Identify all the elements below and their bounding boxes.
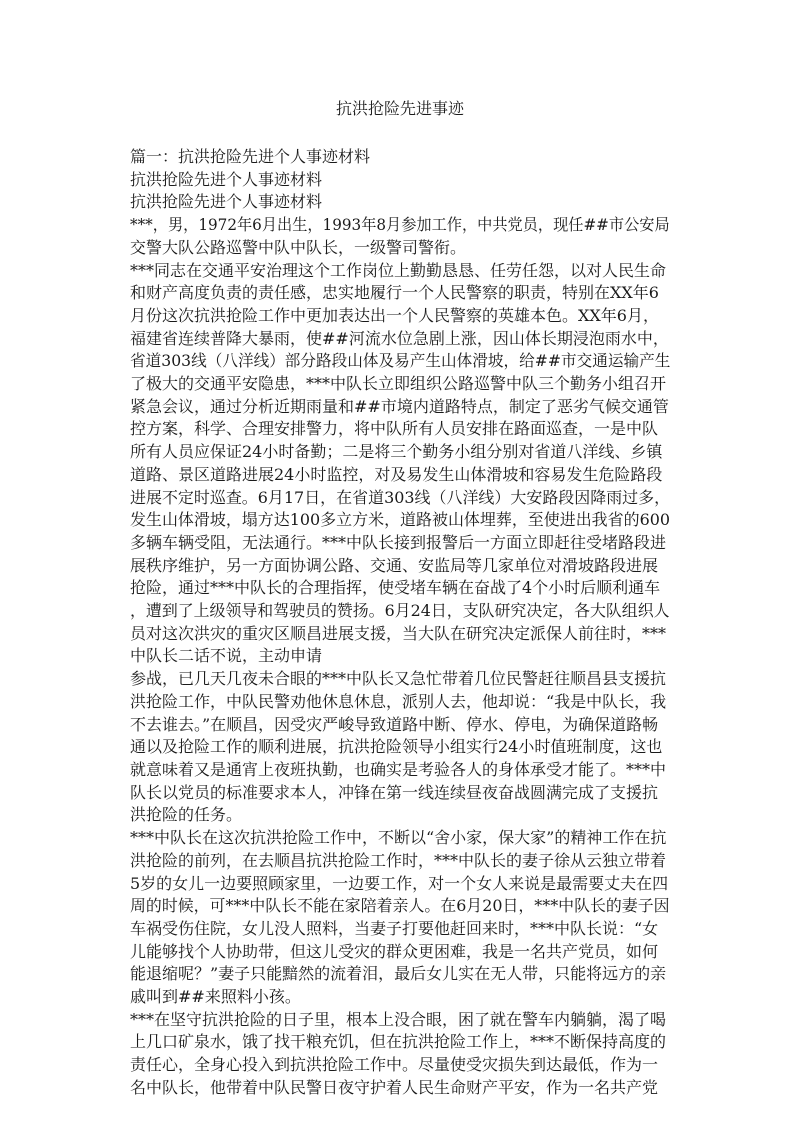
text-line: 洪抢险的任务。	[130, 805, 243, 825]
text-line: 队长以党员的标准要求本人，冲锋在第一线连续昼夜奋战圆满完成了支援抗	[130, 782, 659, 802]
text-line: 月份这次抗洪抢险工作中更加表达出一个人民警察的英雄本色。XX年6月，	[130, 305, 659, 325]
text-line: 发生山体滑坡，塌方达100多立方米，道路被山体埋葬，至使进出我省的600	[130, 510, 671, 530]
text-line: ***同志在交通平安治理这个工作岗位上勤勤恳恳、任劳任怨，以对人民生命	[130, 260, 667, 280]
document-body	[130, 146, 670, 1100]
text-line: 篇一：抗洪抢险先进个人事迹材料	[130, 147, 371, 166]
text-line: 周的时候，可***中队长不能在家陪着亲人。在6月20日，***中队长的妻子因	[130, 896, 670, 916]
text-line: 抢险，通过***中队长的合理指挥，使受堵车辆在奋战了4个小时后顺利通车	[130, 578, 661, 598]
text-line: 抗洪抢险先进个人事迹材料	[130, 192, 323, 212]
text-line: 不去谁去。”在顺昌，因受灾严峻导致道路中断、停水、停电，为确保道路畅	[130, 714, 659, 734]
text-line: 紧急会议，通过分析近期雨量和##市境内道路特点，制定了恶劣气候交通管	[130, 396, 669, 416]
text-line: 进展不定时巡查。6月17日，在省道303线（八洋线）大安路段因降雨过多，	[130, 487, 671, 507]
text-line: 车祸受伤住院，女儿没人照料，当妻子打要他赶回来时，***中队长说：“女	[130, 918, 659, 938]
text-line: 控方案，科学、合理安排警力，将中队所有人员安排在路面巡查，一是中队	[130, 419, 659, 439]
text-line: ***中队长在这次抗洪抢险工作中，不断以“舍小家，保大家”的精神工作在抗	[130, 828, 667, 848]
text-line: 员对这次洪灾的重灾区顺昌进展支援，当大队在研究决定派保人前往时，***	[130, 623, 667, 643]
text-line: 参战，已几天几夜未合眼的***中队长又急忙带着几位民警赶往顺昌县支援抗	[130, 669, 667, 689]
text-line: 抗洪抢险先进个人事迹材料	[130, 169, 323, 189]
text-line: 就意味着又是通宵上夜班执勤，也确实是考验各人的身体承受才能了。***中	[130, 759, 667, 779]
text-line: 所有人员应保证24小时备勤；二是将三个勤务小组分别对省道八洋线、乡镇	[130, 442, 663, 462]
text-line: 5岁的女儿一边要照顾家里，一边要工作，对一个女人来说是最需要丈夫在四	[130, 873, 669, 893]
text-line: 通以及抢险工作的顺利进展，抗洪抢险领导小组实行24小时值班制度，这也	[130, 737, 663, 757]
document-title: 抗洪抢险先进事迹	[335, 99, 464, 118]
text-line: 责任心，全身心投入到抗洪抢险工作中。尽量使受灾损失到达最低，作为一	[130, 1055, 659, 1075]
text-line: 戚叫到##来照料小孩。	[130, 987, 301, 1007]
text-line: ，遭到了上级领导和驾驶员的赞扬。6月24日，支队研究决定，各大队组织人	[130, 601, 670, 621]
text-line: 展秩序维护，另一方面协调公路、交通、安监局等几家单位对滑坡路段进展	[130, 555, 659, 575]
text-line: 能退缩呢？”妻子只能黯然的流着泪，最后女儿实在无人带，只能将远方的亲	[130, 964, 667, 984]
text-line: 交警大队公路巡警中队中队长，一级警司警衔。	[130, 237, 467, 257]
text-line: 和财产高度负责的责任感，忠实地履行一个人民警察的职责，特别在XX年6	[130, 283, 659, 303]
text-line: 道路、景区道路进展24小时监控，对及易发生山体滑坡和容易发生危险路段	[130, 464, 663, 484]
text-line: ***在坚守抗洪抢险的日子里，根本上没合眼，困了就在警车内躺躺，渴了喝	[130, 1009, 667, 1029]
text-line: 省道303线（八洋线）部分路段山体及易产生山体滑坡，给##市交通运输产生	[130, 351, 671, 371]
text-line: 福建省连续普降大暴雨，使##河流水位急剧上涨，因山体长期浸泡雨水中，	[130, 328, 669, 348]
text-line: ***，男，1972年6月出生，1993年8月参加工作，中共党员，现任##市公安局	[130, 215, 670, 235]
text-line: 上几口矿泉水，饿了找干粮充饥，但在抗洪抢险工作上，***不断保持高度的	[130, 1032, 667, 1052]
text-line: 洪抢险的前列，在去顺昌抗洪抢险工作时，***中队长的妻子徐从云独立带着	[130, 850, 667, 870]
text-line: 儿能够找个人协助带，但这儿受灾的群众更困难，我是一名共产党员，如何	[130, 941, 659, 961]
text-line: 名中队长，他带着中队民警日夜守护着人民生命财产平安，作为一名共产党	[130, 1077, 659, 1097]
text-line: 了极大的交通平安隐患，***中队长立即组织公路巡警中队三个勤务小组召开	[130, 374, 667, 394]
text-line: 中队长二话不说，主动申请	[130, 646, 323, 666]
text-line: 洪抢险工作，中队民警劝他休息休息，派别人去，他却说：“我是中队长，我	[130, 691, 667, 711]
text-line: 多辆车辆受阻，无法通行。***中队长接到报警后一方面立即赶往受堵路段进	[130, 532, 667, 552]
